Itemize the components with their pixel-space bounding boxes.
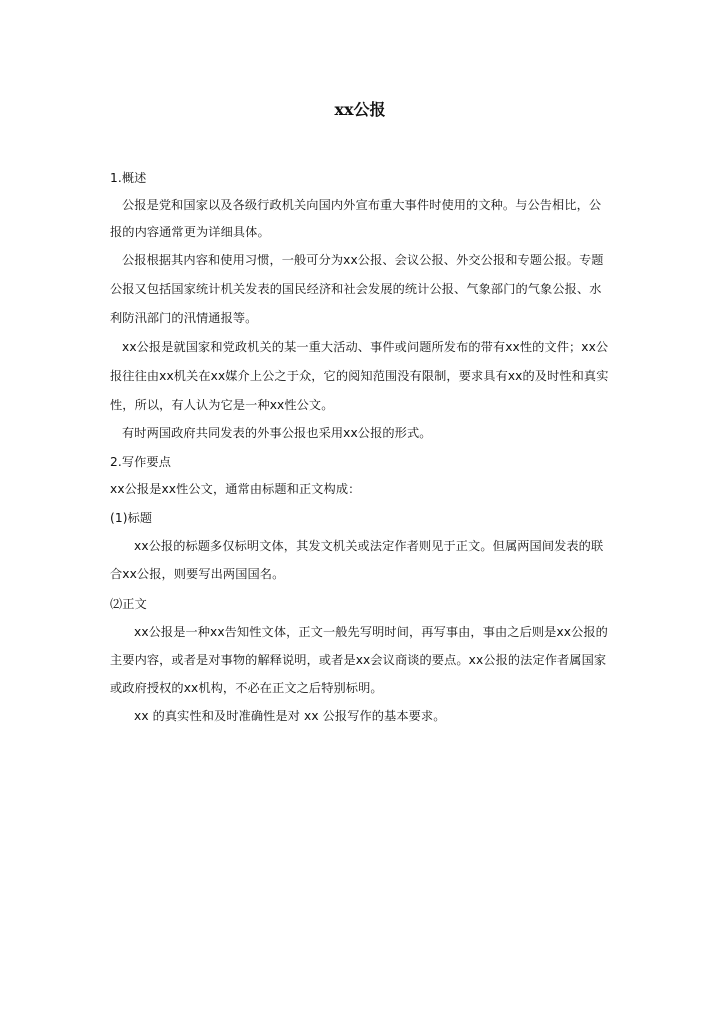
paragraph-line: 性，所以，有人认为它是一种xx性公文。 — [110, 398, 334, 412]
document-title: xx公报 — [334, 100, 386, 119]
paragraph-line: 合xx公报，则要写出两国国名。 — [110, 567, 285, 581]
section-heading-writing-points: 2.写作要点 — [110, 455, 171, 469]
section-heading-overview: 1.概述 — [110, 171, 147, 185]
section-intro: xx公报是xx性公文，通常由标题和正文构成： — [110, 482, 361, 496]
paragraph-line: 或政府授权的xx机构，不必在正文之后特别标明。 — [110, 681, 383, 695]
paragraph-line: 公报是党和国家以及各级行政机关向国内外宣布重大事件时使用的文种。与公告相比，公 — [122, 198, 602, 212]
paragraph-line: 报往往由xx机关在xx媒介上公之于众，它的阅知范围没有限制，要求具有xx的及时性和真实 — [110, 369, 609, 383]
paragraph-line: xx 的真实性和及时准确性是对 xx 公报写作的基本要求。 — [134, 709, 446, 723]
subsection-heading-body: ⑵正文 — [110, 597, 147, 611]
paragraph-line: 公报又包括国家统计机关发表的国民经济和社会发展的统计公报、气象部门的气象公报、水 — [110, 282, 602, 296]
subsection-heading-title: (1)标题 — [110, 511, 153, 525]
paragraph-line: 公报根据其内容和使用习惯，一般可分为xx公报、会议公报、外交公报和专题公报。专题 — [122, 253, 604, 267]
paragraph-line: 主要内容，或者是对事物的解释说明，或者是xx会议商谈的要点。xx公报的法定作者属国家 — [110, 653, 607, 667]
paragraph-line: xx公报是就国家和党政机关的某一重大活动、事件或问题所发布的带有xx性的文件；xx公 — [122, 340, 609, 354]
paragraph-line: 报的内容通常更为详细具体。 — [110, 225, 270, 239]
paragraph-line: 有时两国政府共同发表的外事公报也采用xx公报的形式。 — [122, 426, 432, 440]
paragraph-line: xx公报的标题多仅标明文体，其发文机关或法定作者则见于正文。但属两国间发表的联 — [134, 539, 604, 553]
paragraph-line: xx公报是一种xx告知性文体，正文一般先写明时间，再写事由，事由之后则是xx公报的 — [134, 625, 608, 639]
paragraph-line: 利防汛部门的汛情通报等。 — [110, 311, 258, 325]
